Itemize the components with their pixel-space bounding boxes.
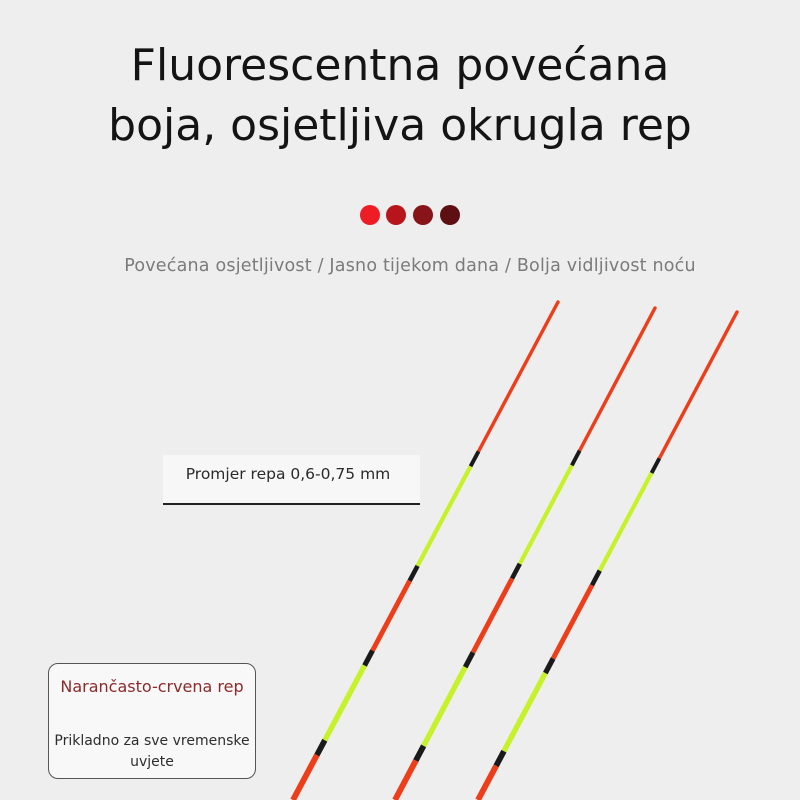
black-band bbox=[365, 651, 373, 666]
green-segment bbox=[418, 466, 471, 566]
black-band bbox=[471, 451, 479, 466]
orange-segment bbox=[580, 308, 655, 451]
green-segment bbox=[520, 465, 572, 563]
orange-segment bbox=[553, 585, 592, 658]
orange-segment bbox=[659, 312, 737, 458]
orange-segment bbox=[478, 766, 496, 800]
black-band bbox=[317, 740, 325, 755]
float-tip-2 bbox=[395, 308, 655, 800]
float-tip-3 bbox=[478, 312, 737, 800]
black-band bbox=[512, 564, 520, 579]
black-band bbox=[545, 658, 553, 673]
title-line-1: Fluorescentna povećana bbox=[130, 40, 670, 91]
black-band bbox=[496, 751, 504, 766]
black-band bbox=[410, 566, 418, 581]
black-band bbox=[652, 458, 660, 473]
feature-subtitle: Povećana osjetljivost / Jasno tijekom dana / Bolja vidljivost noću bbox=[124, 256, 696, 276]
green-segment bbox=[600, 473, 652, 571]
info-card bbox=[48, 663, 256, 779]
info-card-description: Prikladno za sve vremenske uvjete bbox=[54, 733, 250, 770]
diameter-label: Promjer repa 0,6-0,75 mm bbox=[185, 465, 391, 483]
black-band bbox=[416, 746, 424, 761]
green-segment bbox=[504, 673, 545, 751]
orange-segment bbox=[479, 302, 559, 451]
black-band bbox=[465, 652, 473, 667]
black-band bbox=[572, 451, 580, 466]
green-segment bbox=[424, 667, 466, 746]
orange-segment bbox=[473, 579, 512, 653]
diameter-callout bbox=[163, 455, 420, 505]
info-card-title: Narančasto-crvena rep bbox=[60, 677, 244, 696]
black-band bbox=[592, 571, 600, 586]
orange-segment bbox=[395, 761, 416, 800]
orange-segment bbox=[293, 755, 317, 800]
orange-segment bbox=[373, 581, 410, 651]
green-segment bbox=[325, 666, 365, 741]
title-line-2: boja, osjetljiva okrugla rep bbox=[108, 100, 692, 151]
